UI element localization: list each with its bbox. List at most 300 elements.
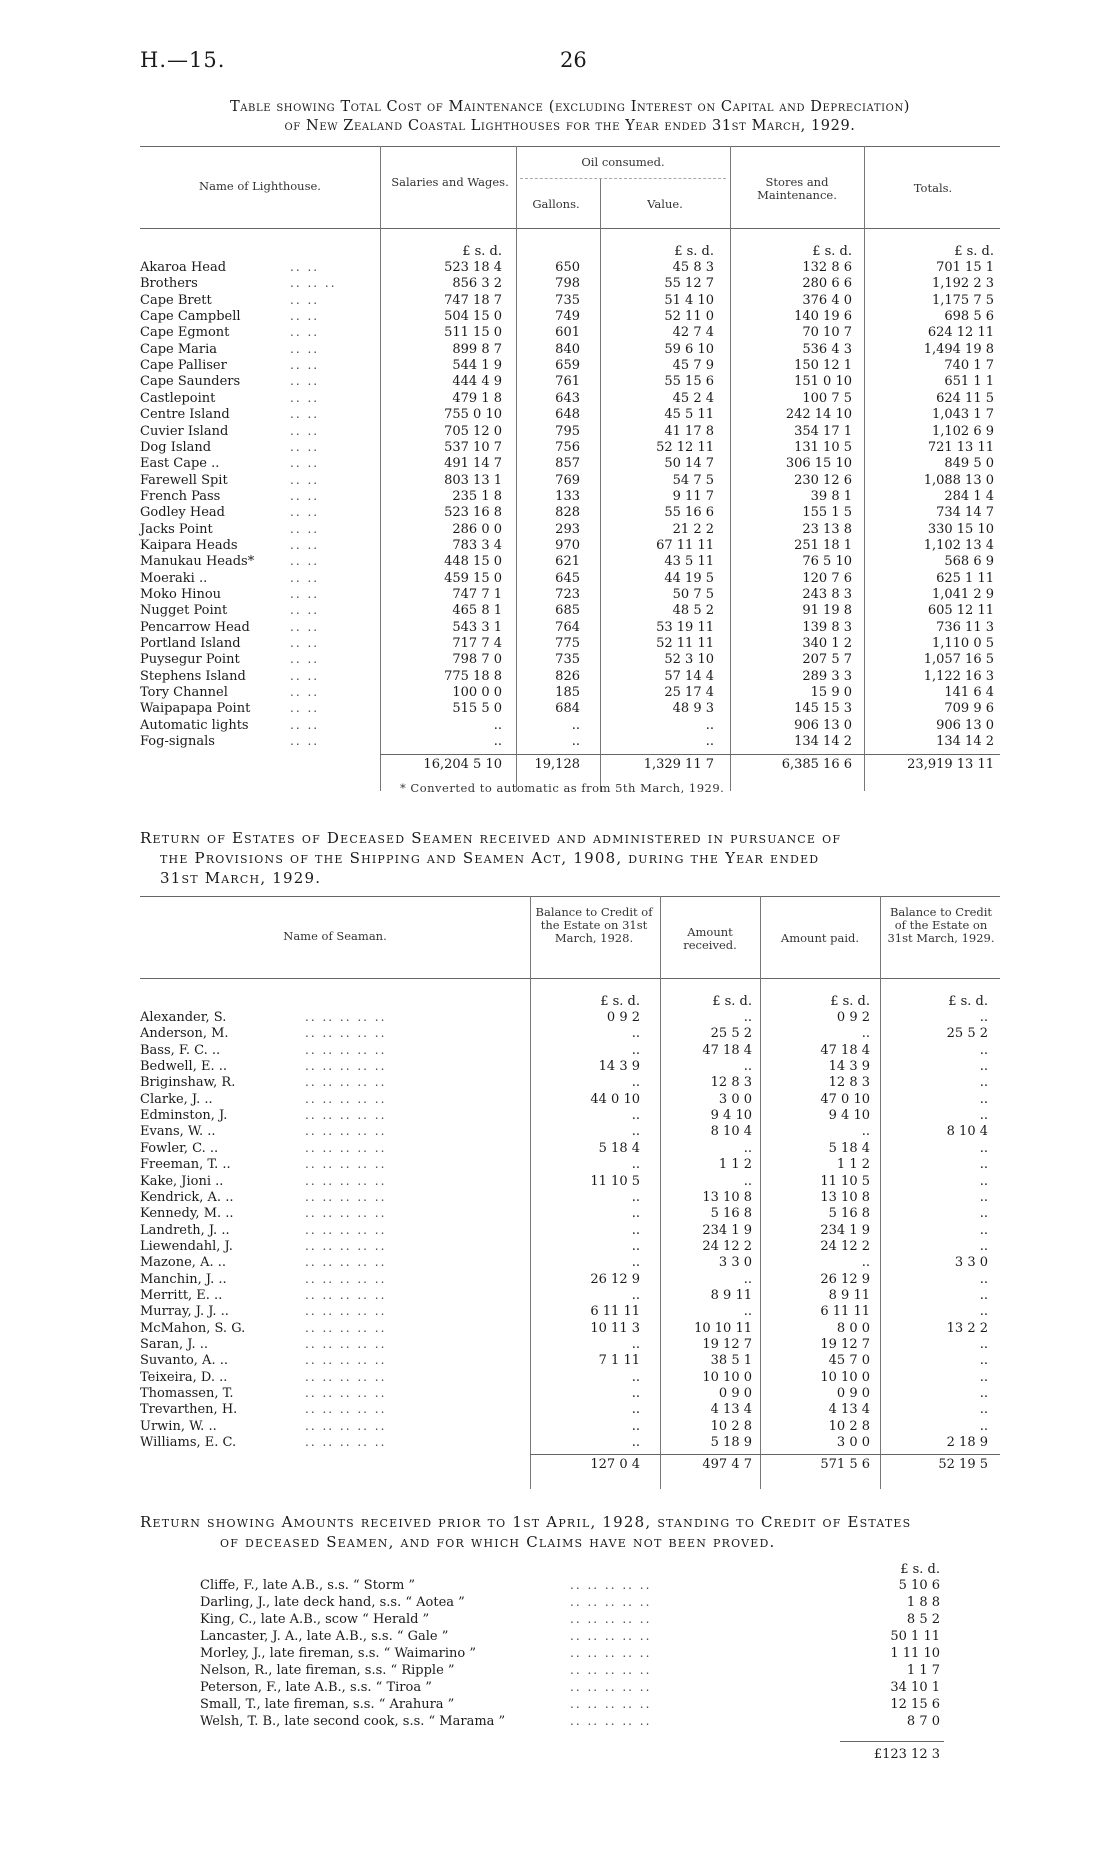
seaman-paid: 26 12 9: [820, 1271, 870, 1287]
lighthouse-value: 54 7 5: [672, 472, 714, 488]
seaman-balance-1928: 5 18 4: [598, 1140, 640, 1156]
unproved-title-line1: Return showing Amounts received prior to 1st April, 1928, standing to Credit of Estates: [140, 1513, 912, 1531]
seaman-paid: 5 18 4: [828, 1140, 870, 1156]
seaman-paid: 19 12 7: [820, 1337, 870, 1352]
seamen-table-title-line1: Return of Estates of Deceased Seamen received and administered in pursuance of: [140, 829, 842, 847]
lighthouse-value: 45 7 9: [672, 358, 714, 374]
lighthouse-gallons: 685: [555, 603, 580, 619]
leader-dots: .. .. .. .. ..: [305, 1206, 387, 1221]
lighthouse-total: 1,102 13 4: [923, 537, 994, 553]
estate-name: Cliffe, F., late A.B., s.s. “ Storm ”: [200, 1578, 416, 1593]
column-rule: [880, 896, 881, 1489]
leader-dots: .. .. .. .. ..: [305, 1108, 387, 1123]
estate-name: Peterson, F., late A.B., s.s. “ Tiroa ”: [200, 1680, 432, 1695]
leader-dots: .. ..: [290, 587, 320, 601]
leader-dots: .. .. ..: [290, 276, 337, 291]
lighthouse-stores: 251 18 1: [794, 537, 852, 553]
estate-name: Morley, J., late fireman, s.s. “ Waimarino ”: [200, 1646, 477, 1661]
seaman-balance-1928: 0 9 2: [606, 1010, 640, 1025]
seaman-paid: 1 1 2: [836, 1157, 870, 1173]
seaman-received: 10 10 0: [702, 1369, 752, 1385]
lighthouse-stores: 242 14 10: [785, 407, 852, 423]
leader-dots: .. ..: [290, 537, 320, 552]
lighthouse-total: 141 6 4: [944, 685, 994, 701]
lighthouse-name: Farewell Spit: [140, 472, 228, 488]
lighthouse-total: 736 11 3: [936, 619, 994, 635]
seaman-name: Kennedy, M. ..: [140, 1206, 234, 1222]
seaman-balance-1929: ..: [979, 1369, 988, 1385]
seaman-balance-1928: 44 0 10: [590, 1091, 640, 1107]
lighthouse-stores: 134 14 2: [794, 734, 852, 750]
lighthouse-value: 21 2 2: [672, 521, 714, 537]
lighthouse-value: 59 6 10: [664, 341, 714, 357]
total-received: 497 4 7: [702, 1457, 752, 1473]
lighthouse-total: 701 15 1: [936, 260, 994, 275]
lighthouse-value: ..: [705, 717, 714, 733]
lighthouse-total: 624 12 11: [927, 325, 994, 341]
table-top-rule: [140, 896, 1000, 897]
total-rule: [840, 1741, 944, 1742]
seaman-paid: 45 7 0: [828, 1353, 870, 1369]
lighthouse-total: 624 11 5: [936, 390, 994, 406]
seaman-paid: ..: [861, 1026, 870, 1042]
leader-dots: .. ..: [290, 685, 320, 700]
lighthouse-salaries: 717 7 4: [452, 636, 502, 652]
header-balance-1928: Balance to Credit of the Estate on 31st March, 1928.: [535, 905, 653, 945]
seaman-name: Clarke, J. ..: [140, 1091, 213, 1107]
seaman-balance-1929: ..: [979, 1271, 988, 1287]
leader-dots: .. ..: [290, 603, 320, 618]
leader-dots: .. ..: [290, 390, 320, 405]
seaman-received: 1 1 2: [718, 1157, 752, 1173]
leader-dots: .. .. .. .. ..: [305, 1010, 387, 1024]
lighthouse-stores: 289 3 3: [802, 668, 852, 684]
leader-dots: .. ..: [290, 407, 320, 422]
leader-dots: .. .. .. .. ..: [305, 1189, 387, 1204]
seaman-received: 25 5 2: [710, 1026, 752, 1042]
lighthouse-total: 721 13 11: [927, 439, 994, 455]
estate-name: Welsh, T. B., late second cook, s.s. “ Marama ”: [200, 1714, 506, 1729]
seaman-received: ..: [743, 1304, 752, 1320]
seaman-balance-1928: ..: [631, 1189, 640, 1205]
leader-dots: .. .. .. .. ..: [305, 1091, 387, 1106]
lighthouse-gallons: 769: [555, 472, 580, 488]
lighthouse-value: 50 14 7: [664, 456, 714, 472]
lighthouse-stores: 230 12 6: [794, 472, 852, 488]
leader-dots: .. .. .. .. ..: [305, 1238, 387, 1253]
leader-dots: .. ..: [290, 423, 320, 438]
lighthouse-salaries: 444 4 9: [452, 374, 502, 390]
seaman-balance-1928: ..: [631, 1337, 640, 1352]
header-salaries: Salaries and Wages.: [391, 175, 509, 189]
total-gallons: 19,128: [534, 756, 580, 772]
leader-dots: .. ..: [290, 260, 320, 274]
lighthouse-value: 52 12 11: [656, 439, 714, 455]
seaman-paid: 47 0 10: [820, 1091, 870, 1107]
lighthouse-stores: 207 5 7: [802, 652, 852, 668]
seaman-balance-1929: ..: [979, 1386, 988, 1402]
lighthouse-salaries: 899 8 7: [452, 341, 502, 357]
lighthouse-stores: 306 15 10: [785, 456, 852, 472]
lighthouse-value: 43 5 11: [664, 554, 714, 570]
leader-dots: .. .. .. .. ..: [305, 1320, 387, 1335]
seaman-received: 0 9 0: [718, 1386, 752, 1402]
lighthouse-total: 1,494 19 8: [923, 341, 994, 357]
seaman-balance-1929: ..: [979, 1091, 988, 1107]
leader-dots: .. .. .. .. ..: [570, 1612, 652, 1626]
lighthouse-salaries: 286 0 0: [452, 521, 502, 537]
leader-dots: .. .. .. .. ..: [305, 1026, 387, 1041]
leader-dots: .. .. .. .. ..: [570, 1680, 652, 1694]
lighthouse-name: Portland Island: [140, 636, 241, 652]
seaman-balance-1929: ..: [979, 1010, 988, 1025]
lighthouse-value: 42 7 4: [672, 325, 714, 341]
seaman-balance-1928: ..: [631, 1157, 640, 1173]
estate-amount: 1 1 7: [906, 1663, 940, 1678]
lighthouse-salaries: 537 10 7: [444, 439, 502, 455]
lighthouse-value: 53 19 11: [656, 619, 714, 635]
leader-dots: .. .. .. .. ..: [570, 1578, 652, 1592]
leader-dots: .. .. .. .. ..: [305, 1287, 387, 1302]
estate-amount: 5 10 6: [898, 1578, 940, 1593]
lighthouse-value: 55 15 6: [664, 374, 714, 390]
lighthouse-salaries: 775 18 8: [444, 668, 502, 684]
leader-dots: .. ..: [290, 439, 320, 454]
lighthouse-value: 45 8 3: [672, 260, 714, 275]
leader-dots: .. ..: [290, 554, 320, 569]
seaman-balance-1928: ..: [631, 1206, 640, 1222]
lighthouse-salaries: 543 3 1: [452, 619, 502, 635]
lighthouse-gallons: 659: [555, 358, 580, 374]
lighthouse-stores: 140 19 6: [794, 309, 852, 325]
leader-dots: .. .. .. .. ..: [305, 1255, 387, 1270]
seaman-received: 3 3 0: [718, 1255, 752, 1271]
total-balance-1929: 52 19 5: [938, 1457, 988, 1473]
lighthouse-value: 50 7 5: [672, 587, 714, 602]
lighthouse-salaries: 459 15 0: [444, 570, 502, 586]
lighthouse-gallons: 857: [555, 456, 580, 472]
unit-stores: £ s. d.: [812, 244, 852, 259]
lighthouse-gallons: 735: [555, 652, 580, 668]
header-stores: Stores and Maintenance.: [757, 175, 837, 202]
leader-dots: .. .. .. .. ..: [570, 1714, 652, 1728]
lighthouse-name: Waipapapa Point: [140, 701, 251, 717]
lighthouse-salaries: 705 12 0: [444, 423, 502, 439]
seaman-received: ..: [743, 1173, 752, 1189]
leader-dots: .. .. .. .. ..: [570, 1595, 652, 1609]
lighthouse-gallons: 775: [555, 636, 580, 652]
seaman-balance-1929: ..: [979, 1157, 988, 1173]
seaman-paid: 234 1 9: [820, 1222, 870, 1238]
seaman-paid: 47 18 4: [820, 1042, 870, 1058]
leader-dots: .. .. .. .. ..: [305, 1435, 387, 1450]
lighthouse-name: Manukau Heads*: [140, 554, 255, 570]
leader-dots: .. .. .. .. ..: [305, 1369, 387, 1384]
lighthouse-stores: 131 10 5: [794, 439, 852, 455]
lighthouse-salaries: 856 3 2: [452, 276, 502, 292]
header-received: Amount received.: [683, 925, 737, 952]
total-stores: 6,385 16 6: [781, 756, 852, 772]
leader-dots: .. .. .. .. ..: [305, 1304, 387, 1319]
seaman-name: Urwin, W. ..: [140, 1418, 217, 1434]
seaman-paid: 0 9 2: [836, 1010, 870, 1025]
lighthouse-salaries: 491 14 7: [444, 456, 502, 472]
seaman-name: Manchin, J. ..: [140, 1271, 227, 1287]
lighthouse-salaries: 523 16 8: [444, 505, 502, 521]
lighthouse-value: 41 17 8: [664, 423, 714, 439]
header-totals: Totals.: [913, 181, 953, 195]
seaman-paid: ..: [861, 1124, 870, 1140]
lighthouse-stores: 376 4 0: [802, 292, 852, 308]
seaman-name: Saran, J. ..: [140, 1337, 208, 1352]
lighthouse-total: 734 14 7: [936, 505, 994, 521]
header-oil: Oil consumed.: [581, 155, 665, 169]
lighthouse-total: 1,102 6 9: [931, 423, 994, 439]
seaman-name: Anderson, M.: [140, 1026, 229, 1042]
unit-b1: £ s. d.: [600, 994, 640, 1009]
seaman-received: ..: [743, 1010, 752, 1025]
lighthouse-name: East Cape ..: [140, 456, 220, 472]
seaman-received: 3 0 0: [718, 1091, 752, 1107]
lighthouse-stores: 906 13 0: [794, 717, 852, 733]
leader-dots: .. .. .. .. ..: [305, 1140, 387, 1155]
seaman-received: 10 2 8: [710, 1418, 752, 1434]
leader-dots: .. ..: [290, 734, 320, 749]
lighthouse-total: 1,110 0 5: [931, 636, 994, 652]
lighthouse-name: Cape Saunders: [140, 374, 241, 390]
lighthouse-gallons: 764: [555, 619, 580, 635]
lighthouse-stores: 132 8 6: [802, 260, 852, 275]
seaman-name: Fowler, C. ..: [140, 1140, 219, 1156]
lighthouse-stores: 536 4 3: [802, 341, 852, 357]
seaman-balance-1928: ..: [631, 1222, 640, 1238]
leader-dots: .. ..: [290, 636, 320, 651]
total-paid: 571 5 6: [820, 1457, 870, 1473]
lighthouse-table-title-line1: Table showing Total Cost of Maintenance (excluding Interest on Capital and Depreciation): [229, 99, 911, 115]
lighthouse-name: Cape Palliser: [140, 358, 227, 374]
lighthouse-name: Cape Campbell: [140, 309, 241, 325]
lighthouse-value: 9 11 7: [672, 488, 714, 504]
lighthouse-name: Brothers: [140, 276, 198, 292]
header-paid: Amount paid.: [780, 931, 860, 945]
seaman-balance-1929: ..: [979, 1173, 988, 1189]
lighthouse-total: 1,057 16 5: [923, 652, 994, 668]
lighthouse-name: Fog-signals: [140, 734, 215, 750]
seaman-name: Suvanto, A. ..: [140, 1353, 228, 1369]
lighthouse-gallons: 723: [555, 587, 580, 602]
lighthouse-stores: 120 7 6: [802, 570, 852, 586]
seaman-balance-1929: ..: [979, 1304, 988, 1320]
seaman-received: 47 18 4: [702, 1042, 752, 1058]
lighthouse-stores: 145 15 3: [794, 701, 852, 717]
totals-rule: [380, 754, 1000, 755]
lighthouse-stores: 91 19 8: [802, 603, 852, 619]
seaman-received: 12 8 3: [710, 1075, 752, 1091]
seaman-balance-1928: 11 10 5: [590, 1173, 640, 1189]
leader-dots: .. .. .. .. ..: [305, 1173, 387, 1188]
seaman-balance-1928: 26 12 9: [590, 1271, 640, 1287]
column-rule: [600, 178, 601, 791]
leader-dots: .. .. .. .. ..: [305, 1353, 387, 1368]
seaman-balance-1928: 10 11 3: [590, 1320, 640, 1336]
lighthouse-name: Centre Island: [140, 407, 230, 423]
seaman-balance-1928: ..: [631, 1238, 640, 1254]
lighthouse-gallons: 645: [555, 570, 580, 586]
leader-dots: .. ..: [290, 570, 320, 585]
seaman-paid: 6 11 11: [820, 1304, 870, 1320]
lighthouse-total: 1,192 2 3: [931, 276, 994, 292]
lighthouse-salaries: 100 0 0: [452, 685, 502, 701]
seaman-balance-1928: 14 3 9: [598, 1059, 640, 1075]
leader-dots: .. ..: [290, 505, 320, 520]
lighthouse-gallons: 828: [555, 505, 580, 521]
lighthouse-salaries: 747 18 7: [444, 292, 502, 308]
seaman-received: ..: [743, 1140, 752, 1156]
seaman-paid: 13 10 8: [820, 1189, 870, 1205]
lighthouse-stores: 243 8 3: [802, 587, 852, 602]
seaman-name: Merritt, E. ..: [140, 1287, 223, 1303]
estate-amount: 50 1 11: [890, 1629, 940, 1644]
lighthouse-stores: 155 1 5: [802, 505, 852, 521]
lighthouse-name: Tory Channel: [140, 685, 228, 701]
leader-dots: .. ..: [290, 456, 320, 471]
lighthouse-salaries: 448 15 0: [444, 554, 502, 570]
lighthouse-total: 698 5 6: [944, 309, 994, 325]
lighthouse-gallons: 293: [555, 521, 580, 537]
lighthouse-total: 568 6 9: [944, 554, 994, 570]
header-gallons: Gallons.: [532, 197, 580, 211]
lighthouse-total: 1,175 7 5: [931, 292, 994, 308]
column-rule: [530, 896, 531, 1489]
leader-dots: .. ..: [290, 341, 320, 356]
lighthouse-value: ..: [705, 734, 714, 750]
lighthouse-stores: 15 9 0: [810, 685, 852, 701]
header-name: Name of Seaman.: [283, 929, 387, 943]
lighthouse-value: 57 14 4: [664, 668, 714, 684]
lighthouse-name: Dog Island: [140, 439, 212, 455]
lighthouse-total: 906 13 0: [936, 717, 994, 733]
lighthouse-total: 651 1 1: [944, 374, 994, 390]
lighthouse-gallons: ..: [571, 717, 580, 733]
seaman-balance-1928: ..: [631, 1075, 640, 1091]
lighthouse-name: Nugget Point: [140, 603, 228, 619]
leader-dots: .. ..: [290, 619, 320, 634]
lighthouse-total: 284 1 4: [944, 488, 994, 504]
column-rule: [864, 146, 865, 791]
seaman-paid: 9 4 10: [828, 1108, 870, 1124]
leader-dots: .. .. .. .. ..: [305, 1402, 387, 1417]
seaman-name: Murray, J. J. ..: [140, 1304, 229, 1320]
seaman-name: Briginshaw, R.: [140, 1075, 236, 1091]
lighthouse-value: 44 19 5: [664, 570, 714, 586]
page-number: 26: [560, 48, 587, 72]
lighthouse-value: 45 5 11: [664, 407, 714, 423]
lighthouse-gallons: 756: [555, 439, 580, 455]
lighthouse-salaries: 798 7 0: [452, 652, 502, 668]
lighthouse-gallons: 650: [555, 260, 580, 275]
seaman-name: Bass, F. C. ..: [140, 1042, 221, 1058]
seaman-received: 8 9 11: [710, 1287, 752, 1303]
lighthouse-stores: 280 6 6: [802, 276, 852, 292]
seaman-name: Mazone, A. ..: [140, 1255, 226, 1271]
lighthouse-value: 55 16 6: [664, 505, 714, 521]
seaman-balance-1929: ..: [979, 1042, 988, 1058]
seaman-paid: 14 3 9: [828, 1059, 870, 1075]
seaman-paid: 4 13 4: [828, 1402, 870, 1418]
total-balance-1928: 127 0 4: [590, 1457, 640, 1473]
seaman-balance-1928: ..: [631, 1287, 640, 1303]
lighthouse-value: 67 11 11: [656, 537, 714, 553]
seaman-balance-1928: ..: [631, 1402, 640, 1418]
seaman-balance-1928: ..: [631, 1042, 640, 1058]
lighthouse-name: Moeraki ..: [140, 570, 208, 586]
seaman-balance-1928: ..: [631, 1386, 640, 1402]
total-totals: 23,919 13 11: [907, 756, 994, 772]
leader-dots: .. .. .. .. ..: [305, 1075, 387, 1090]
lighthouse-name: Pencarrow Head: [140, 619, 250, 635]
lighthouse-salaries: 511 15 0: [444, 325, 502, 341]
seaman-name: Evans, W. ..: [140, 1124, 216, 1140]
lighthouse-stores: 139 8 3: [802, 619, 852, 635]
seaman-received: ..: [743, 1059, 752, 1075]
seaman-balance-1929: ..: [979, 1059, 988, 1075]
leader-dots: .. .. .. .. ..: [305, 1157, 387, 1172]
seaman-balance-1929: ..: [979, 1353, 988, 1369]
lighthouse-gallons: 826: [555, 668, 580, 684]
leader-dots: .. ..: [290, 652, 320, 667]
column-rule: [730, 146, 731, 791]
seaman-name: Edminston, J.: [140, 1108, 228, 1124]
leader-dots: .. .. .. .. ..: [570, 1629, 652, 1643]
seaman-balance-1929: 13 2 2: [946, 1320, 988, 1336]
leader-dots: .. .. .. .. ..: [305, 1271, 387, 1286]
estate-name: Lancaster, J. A., late A.B., s.s. “ Gale ”: [200, 1629, 449, 1644]
seaman-balance-1929: ..: [979, 1189, 988, 1205]
header-balance-1929: Balance to Credit of the Estate on 31st March, 1929.: [887, 905, 995, 945]
lighthouse-value: 48 9 3: [672, 701, 714, 717]
lighthouse-total: 605 12 11: [927, 603, 994, 619]
seaman-paid: ..: [861, 1255, 870, 1271]
leader-dots: .. .. .. .. ..: [305, 1222, 387, 1237]
seaman-paid: 8 9 11: [828, 1287, 870, 1303]
seaman-name: Kake, Jioni ..: [140, 1173, 224, 1189]
lighthouse-gallons: ..: [571, 734, 580, 750]
lighthouse-value: 45 2 4: [672, 390, 714, 406]
leader-dots: .. ..: [290, 325, 320, 340]
estate-amount: 1 8 8: [906, 1595, 940, 1610]
lighthouse-gallons: 643: [555, 390, 580, 406]
lighthouse-stores: 100 7 5: [802, 390, 852, 406]
leader-dots: .. .. .. .. ..: [305, 1337, 387, 1351]
lighthouse-name: Akaroa Head: [140, 260, 227, 275]
lighthouse-salaries: 479 1 8: [452, 390, 502, 406]
seamen-table-title-line3: 31st March, 1929.: [160, 869, 322, 887]
unit-received: £ s. d.: [712, 994, 752, 1009]
lighthouse-name: Godley Head: [140, 505, 225, 521]
seaman-paid: 3 0 0: [836, 1435, 870, 1451]
seaman-paid: 24 12 2: [820, 1238, 870, 1254]
header-name: Name of Lighthouse.: [199, 179, 321, 193]
lighthouse-gallons: 795: [555, 423, 580, 439]
unit-amount: £ s. d.: [900, 1562, 940, 1577]
column-rule: [516, 146, 517, 791]
seaman-name: Kendrick, A. ..: [140, 1189, 234, 1205]
table-footnote: * Converted to automatic as from 5th March, 1929.: [400, 780, 725, 795]
lighthouse-salaries: 235 1 8: [452, 488, 502, 504]
leader-dots: .. .. .. .. ..: [570, 1697, 652, 1711]
lighthouse-salaries: ..: [493, 717, 502, 733]
unit-salaries: £ s. d.: [462, 244, 502, 259]
